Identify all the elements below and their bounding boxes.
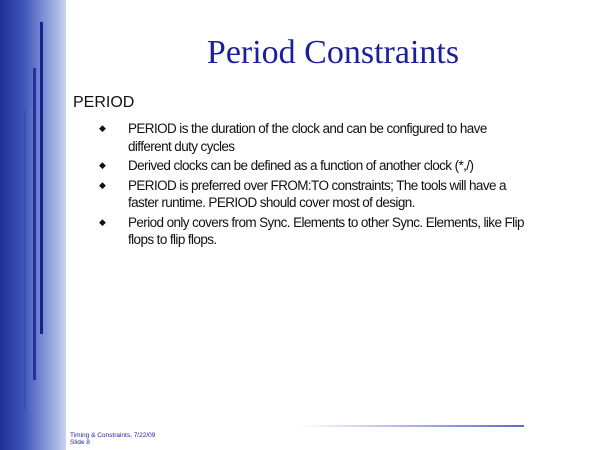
bullet-item (96, 214, 526, 249)
slide-footer (70, 432, 155, 446)
footer-divider (298, 425, 524, 427)
footer-line-1: Timing & Constraints, 7/22/09 (70, 432, 156, 439)
band-stripe (33, 68, 36, 380)
diamond-bullet-icon: ◆ (99, 123, 106, 133)
bullet-text: Period only covers from Sync. Elements to other Sync. Elements, like Flip flops to flip flops. (128, 214, 524, 247)
diamond-bullet-icon: ◆ (99, 216, 106, 227)
bullet-text: PERIOD is the duration of the clock and can be configured to have different duty cycles (128, 121, 487, 154)
bullet-text: Derived clocks can be defined as a function of another clock (*,/) (128, 158, 474, 173)
band-stripe (40, 22, 43, 334)
bullet-text: PERIOD is preferred over FROM:TO constraints; The tools will have a faster runtime. PERIOD should cover most of design. (128, 177, 506, 210)
footer-line-2: Slide 8 (70, 439, 90, 446)
diamond-bullet-icon: ◆ (99, 179, 106, 190)
bullet-item (96, 177, 526, 212)
bullet-item (96, 157, 526, 175)
band-stripe (24, 110, 26, 410)
diamond-bullet-icon: ◆ (99, 160, 106, 170)
left-decorative-band (0, 0, 66, 450)
bullet-list (96, 120, 526, 251)
section-heading: PERIOD (73, 94, 135, 111)
bullet-item (96, 120, 526, 155)
slide-title: Period Constraints (206, 34, 460, 71)
